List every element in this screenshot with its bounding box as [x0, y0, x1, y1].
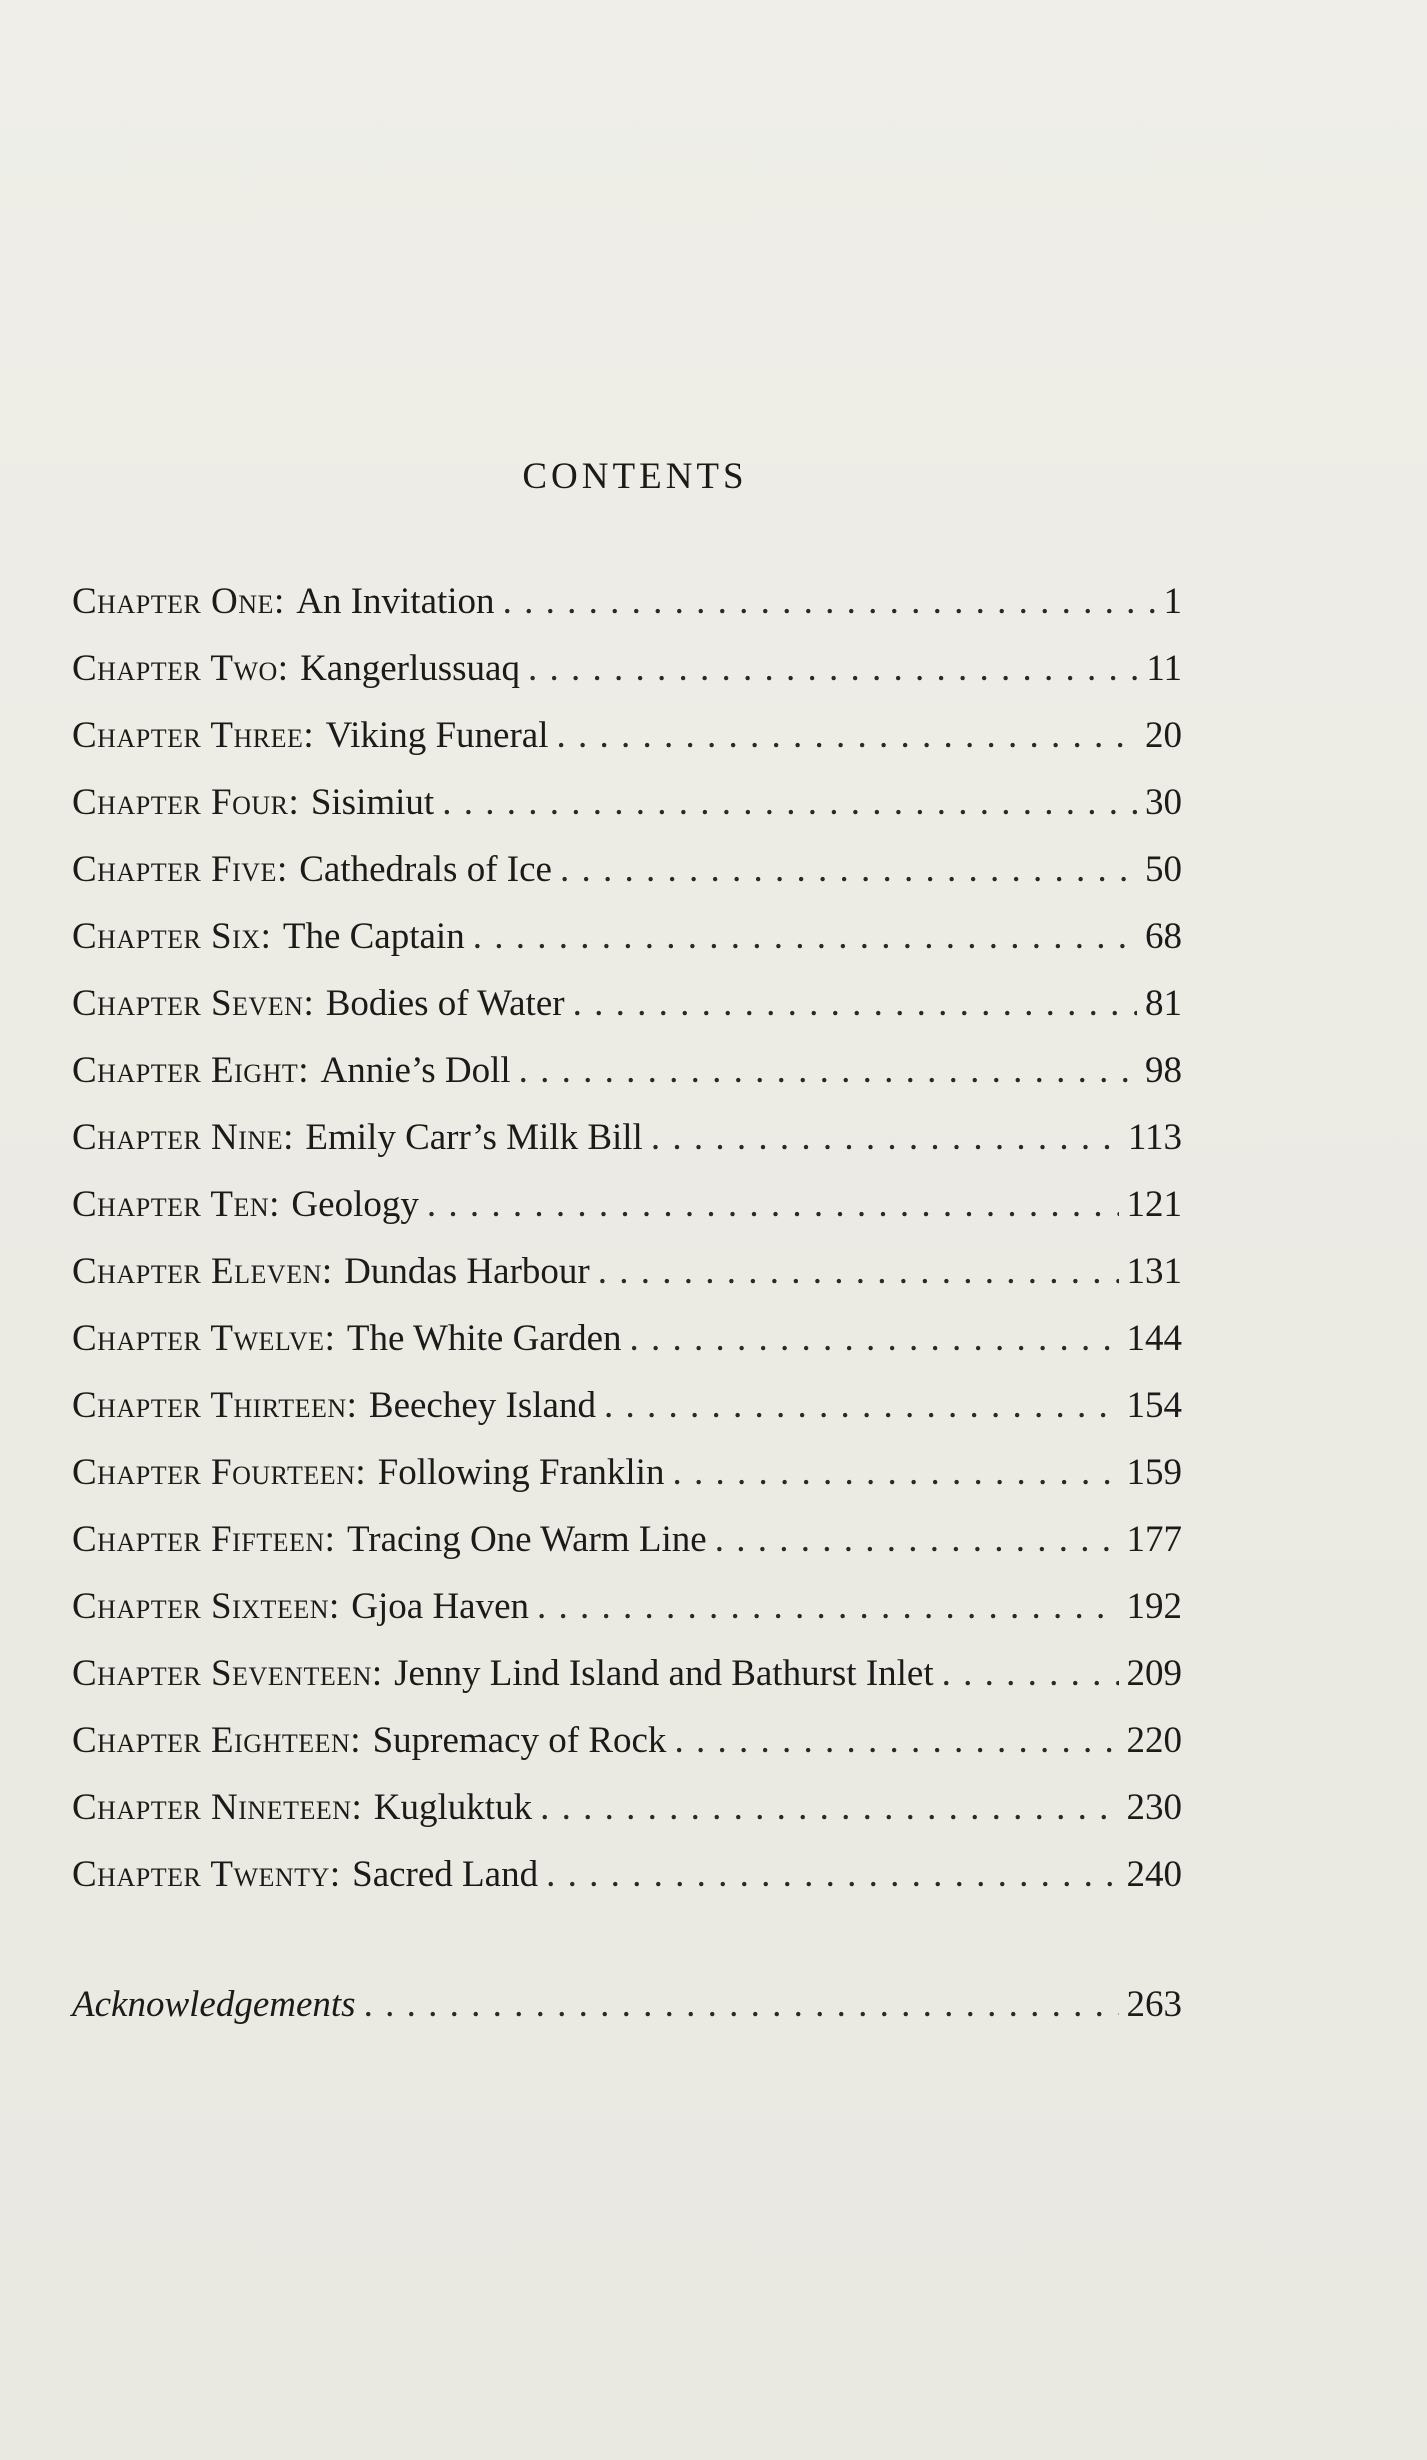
page-number: 209 — [1126, 1653, 1182, 1694]
dot-leader — [557, 710, 1138, 762]
page-number: 1 — [1163, 581, 1182, 622]
chapter-title: Dundas Harbour — [344, 1251, 590, 1292]
dot-leader — [427, 1179, 1119, 1231]
page-number: 240 — [1126, 1854, 1182, 1895]
chapter-label: Chapter Eighteen — [72, 1720, 351, 1761]
dot-leader — [942, 1648, 1119, 1700]
label-separator: : — [288, 782, 299, 823]
dot-leader — [503, 576, 1156, 628]
toc-entry-chapter-9[interactable] — [72, 1112, 1182, 1179]
toc-entry-chapter-13[interactable] — [72, 1380, 1182, 1447]
page-number: 159 — [1126, 1452, 1182, 1493]
chapter-title: Beechey Island — [368, 1385, 596, 1426]
label-separator: : — [351, 1787, 362, 1828]
page-number: 121 — [1126, 1184, 1182, 1225]
toc-entry-chapter-18[interactable] — [72, 1715, 1182, 1782]
table-of-contents — [72, 576, 1182, 2046]
toc-entry-chapter-17[interactable] — [72, 1648, 1182, 1715]
toc-entry-chapter-20[interactable] — [72, 1849, 1182, 1916]
chapter-title: Supremacy of Rock — [372, 1720, 667, 1761]
dot-leader — [540, 1782, 1118, 1834]
toc-entry-chapter-7[interactable] — [72, 978, 1182, 1045]
label-separator: : — [329, 1854, 341, 1895]
dot-leader — [546, 1849, 1118, 1901]
dot-leader — [672, 1447, 1118, 1499]
dot-leader — [604, 1380, 1119, 1432]
chapter-title: Geology — [291, 1184, 419, 1225]
page-number: 263 — [1126, 1984, 1182, 2025]
page-number: 131 — [1126, 1251, 1182, 1292]
label-separator: : — [346, 1385, 357, 1426]
chapter-title: Annie’s Doll — [320, 1050, 511, 1091]
label-separator: : — [303, 715, 314, 756]
label-separator: : — [260, 916, 271, 957]
chapter-title: Viking Funeral — [325, 715, 549, 756]
acknowledgements-title: Acknowledgements — [72, 1984, 356, 2025]
dot-leader — [528, 643, 1138, 695]
page-number: 154 — [1126, 1385, 1182, 1426]
page-number: 50 — [1145, 849, 1182, 890]
chapter-label: Chapter Six — [72, 916, 261, 957]
dot-leader — [715, 1514, 1119, 1566]
label-separator: : — [273, 581, 285, 622]
chapter-label: Chapter Ten — [72, 1184, 270, 1225]
chapter-title: Jenny Lind Island and Bathurst Inlet — [394, 1653, 934, 1694]
chapter-title: An Invitation — [296, 581, 495, 622]
page-number: 144 — [1126, 1318, 1182, 1359]
page-number: 20 — [1145, 715, 1182, 756]
page-number: 192 — [1126, 1586, 1182, 1627]
label-separator: : — [371, 1653, 383, 1694]
dot-leader — [630, 1313, 1119, 1365]
toc-entry-acknowledgements[interactable] — [72, 1979, 1182, 2046]
dot-leader — [651, 1112, 1120, 1164]
chapter-title: Emily Carr’s Milk Bill — [305, 1117, 643, 1158]
chapter-label: Chapter Fourteen — [72, 1452, 356, 1493]
chapter-title: Gjoa Haven — [351, 1586, 530, 1627]
label-separator: : — [277, 648, 289, 689]
chapter-title: Following Franklin — [377, 1452, 665, 1493]
page-number: 98 — [1145, 1050, 1182, 1091]
label-separator: : — [276, 849, 288, 890]
label-separator: : — [303, 983, 314, 1024]
page-number: 177 — [1126, 1519, 1182, 1560]
chapter-title: Tracing One Warm Line — [346, 1519, 707, 1560]
page-number: 113 — [1127, 1117, 1182, 1158]
dot-leader — [364, 1979, 1119, 2031]
label-separator: : — [355, 1452, 366, 1493]
chapter-label: Chapter Five — [72, 849, 277, 890]
chapter-label: Chapter One — [72, 581, 274, 622]
chapter-label: Chapter Eleven — [72, 1251, 322, 1292]
toc-entry-chapter-8[interactable] — [72, 1045, 1182, 1112]
toc-entry-chapter-2[interactable] — [72, 643, 1182, 710]
label-separator: : — [324, 1318, 335, 1359]
label-separator: : — [269, 1184, 280, 1225]
dot-leader — [537, 1581, 1118, 1633]
chapter-label: Chapter Seven — [72, 983, 304, 1024]
dot-leader — [442, 777, 1137, 829]
contents-heading: CONTENTS — [522, 456, 748, 497]
dot-leader — [473, 911, 1137, 963]
label-separator: : — [283, 1117, 294, 1158]
chapter-label: Chapter Seventeen — [72, 1653, 372, 1694]
chapter-title: Kugluktuk — [373, 1787, 533, 1828]
chapter-title: Sisimiut — [310, 782, 435, 823]
toc-entry-chapter-10[interactable] — [72, 1179, 1182, 1246]
page-number: 11 — [1146, 648, 1182, 689]
label-separator: : — [324, 1519, 335, 1560]
page-number: 230 — [1126, 1787, 1182, 1828]
chapter-label: Chapter Twelve — [72, 1318, 325, 1359]
toc-entry-chapter-14[interactable] — [72, 1447, 1182, 1514]
toc-entry-chapter-1[interactable] — [72, 576, 1182, 643]
chapter-title: Sacred Land — [352, 1854, 539, 1895]
dot-leader — [519, 1045, 1137, 1097]
chapter-title: Bodies of Water — [325, 983, 565, 1024]
chapter-title: Kangerlussuaq — [300, 648, 520, 689]
dot-leader — [598, 1246, 1119, 1298]
chapter-title: The Captain — [282, 916, 465, 957]
chapter-label: Chapter Eight — [72, 1050, 299, 1091]
chapter-label: Chapter Twenty — [72, 1854, 330, 1895]
toc-entry-chapter-4[interactable] — [72, 777, 1182, 844]
page-number: 220 — [1126, 1720, 1182, 1761]
chapter-title: The White Garden — [346, 1318, 622, 1359]
page-number: 81 — [1145, 983, 1182, 1024]
toc-entry-chapter-12[interactable] — [72, 1313, 1182, 1380]
toc-entry-chapter-11[interactable] — [72, 1246, 1182, 1313]
chapter-label: Chapter Nine — [72, 1117, 284, 1158]
page-number: 68 — [1145, 916, 1182, 957]
toc-entry-chapter-15[interactable] — [72, 1514, 1182, 1581]
label-separator: : — [321, 1251, 333, 1292]
chapter-label: Chapter Sixteen — [72, 1586, 329, 1627]
toc-entry-chapter-5[interactable] — [72, 844, 1182, 911]
dot-leader — [573, 978, 1137, 1030]
toc-entry-chapter-19[interactable] — [72, 1782, 1182, 1849]
toc-entry-chapter-3[interactable] — [72, 710, 1182, 777]
chapter-label: Chapter Fifteen — [72, 1519, 325, 1560]
chapter-label: Chapter Four — [72, 782, 289, 823]
dot-leader — [560, 844, 1137, 896]
label-separator: : — [350, 1720, 361, 1761]
page-number: 30 — [1145, 782, 1182, 823]
chapter-label: Chapter Two — [72, 648, 278, 689]
label-separator: : — [298, 1050, 309, 1091]
dot-leader — [674, 1715, 1118, 1767]
toc-entry-chapter-16[interactable] — [72, 1581, 1182, 1648]
toc-entry-chapter-6[interactable] — [72, 911, 1182, 978]
chapter-label: Chapter Three — [72, 715, 304, 756]
label-separator: : — [328, 1586, 340, 1627]
chapter-label: Chapter Nineteen — [72, 1787, 352, 1828]
chapter-title: Cathedrals of Ice — [299, 849, 552, 890]
chapter-label: Chapter Thirteen — [72, 1385, 347, 1426]
